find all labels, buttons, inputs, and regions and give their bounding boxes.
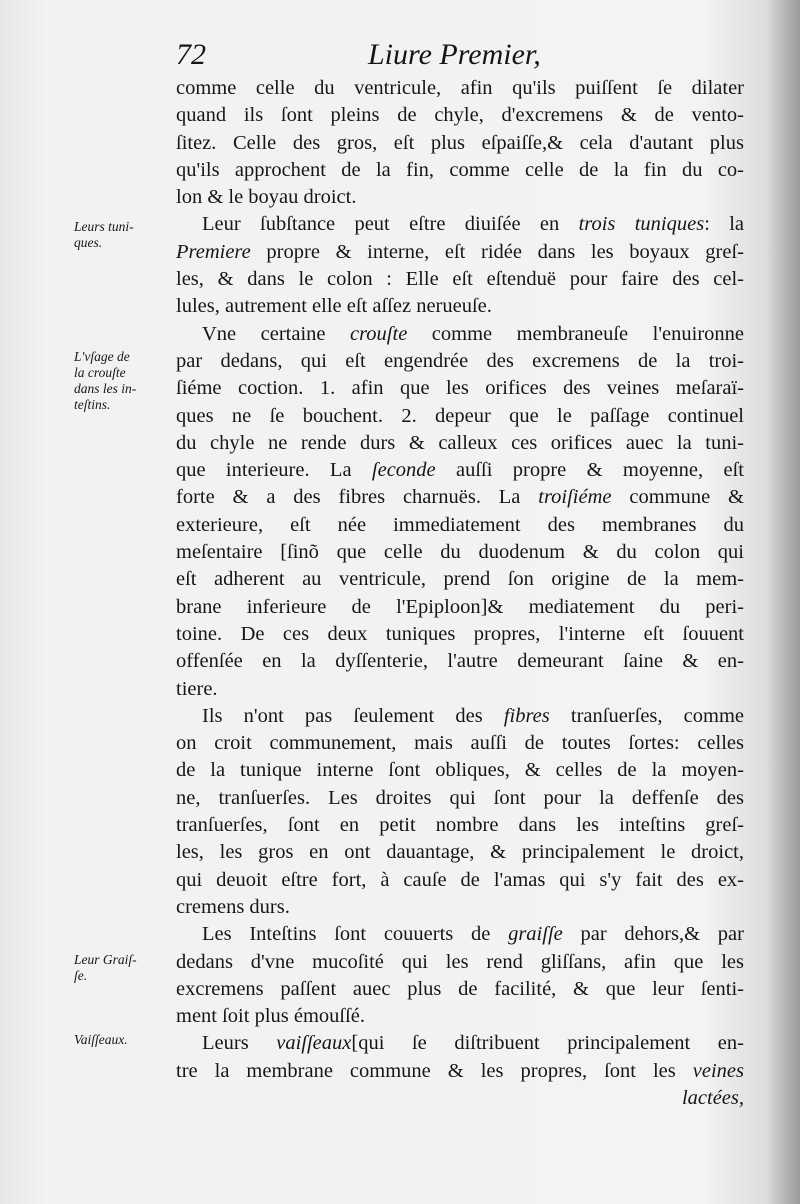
text-line: ques ne ſe bouchent. 2. depeur que le paſſage continuel	[176, 404, 744, 427]
page-number: 72	[176, 38, 206, 71]
text-line: tiere.	[176, 677, 218, 700]
text-line: les, & dans le colon : Elle eſt eſtenduë pour faire des cel-	[176, 268, 744, 291]
text-line: Leur ſubſtance peut eſtre diuiſée en trois tuniques: la	[202, 213, 744, 236]
text-line: que interieure. La ſeconde auſſi propre & moyenne, eſt	[176, 459, 744, 482]
text-line: de la tunique interne ſont obliques, & celles de la moyen-	[176, 759, 744, 782]
text-line: qu'ils approchent de la fin, comme celle de la fin du co-	[176, 158, 744, 181]
text-line: Premiere propre & interne, eſt ridée dans les boyaux greſ-	[176, 240, 744, 263]
text-line: ſitez. Celle des gros, eſt plus eſpaiſſe,& cela d'autant plus	[176, 131, 744, 154]
text-line: tre la membrane commune & les propres, ſont les veines	[176, 1059, 744, 1082]
text-line: meſentaire [ſinõ que celle du duodenum & du colon qui	[176, 541, 744, 564]
text-line: ſiéme coction. 1. afin que les orifices des veines meſaraï-	[176, 377, 744, 400]
text-line: Les Inteſtins ſont couuerts de graiſſe par dehors,& par	[202, 923, 744, 946]
text-line: dedans d'vne mucoſité qui les rend gliſſans, afin que les	[176, 950, 744, 973]
page-gutter-shadow	[766, 0, 800, 1204]
text-line: offenſée en la dyſſenterie, l'autre demeurant ſaine & en-	[176, 650, 744, 673]
text-line: tranſuerſes, ſont en petit nombre dans les inteſtins greſ-	[176, 814, 744, 837]
text-line: brane inferieure de l'Epiploon]& mediatement du peri-	[176, 595, 744, 618]
margin-note-graisse: Leur Graiſ- ſe.	[74, 952, 137, 983]
text-line: on croit communement, mais auſſi de toutes ſortes: celles	[176, 732, 744, 755]
margin-note-tuniques: Leurs tuni- ques.	[74, 219, 134, 250]
text-line: excremens paſſent auec plus de facilité, & que leur ſenti-	[176, 977, 744, 1000]
text-line: forte & a des fibres charnuës. La troiſiéme commune &	[176, 486, 744, 509]
margin-note-vaisseaux: Vaiſſeaux.	[74, 1032, 128, 1047]
text-line: cremens durs.	[176, 895, 290, 918]
margin-note-crouste: L'vſage de la crouſte dans les in- teſtins.	[74, 349, 137, 412]
text-line: du chyle ne rende durs & calleux ces orifices auec la tuni-	[176, 431, 744, 454]
text-line: exterieure, eſt née immediatement des membranes du	[176, 513, 744, 536]
running-title: Liure Premier,	[368, 38, 541, 71]
text-line: toine. De ces deux tuniques propres, l'interne eſt ſouuent	[176, 622, 744, 645]
text-line: lon & le boyau droict.	[176, 186, 357, 209]
text-line: Leurs vaiſſeaux[qui ſe diſtribuent principalement en-	[202, 1032, 744, 1055]
text-line: lules, autrement elle eſt aſſez nerueuſe.	[176, 295, 492, 318]
text-line: comme celle du ventricule, afin qu'ils puiſſent ſe dilater	[176, 77, 744, 99]
body-text	[176, 75, 744, 1112]
text-line: les, les gros en ont dauantage, & principalement le droict,	[176, 841, 744, 864]
text-line: par dedans, qui eſt engendrée des excremens de la troi-	[176, 349, 744, 372]
text-line: Vne certaine crouſte comme membraneuſe l'enuironne	[202, 322, 744, 345]
text-line: lactées,	[681, 1086, 744, 1109]
text-line: ment ſoit plus émouſſé.	[176, 1005, 366, 1028]
text-line: qui deuoit eſtre fort, à cauſe de l'amas qui s'y fait des ex-	[176, 868, 744, 891]
text-line: Ils n'ont pas ſeulement des fibres tranſuerſes, comme	[202, 704, 744, 727]
text-line: eſt adherent au ventricule, prend ſon origine de la mem-	[176, 568, 744, 591]
text-line: ne, tranſuerſes. Les droites qui ſont pour la deffenſe des	[176, 786, 744, 809]
text-line: quand ils ſont pleins de chyle, d'excremens & de vento-	[176, 104, 744, 127]
